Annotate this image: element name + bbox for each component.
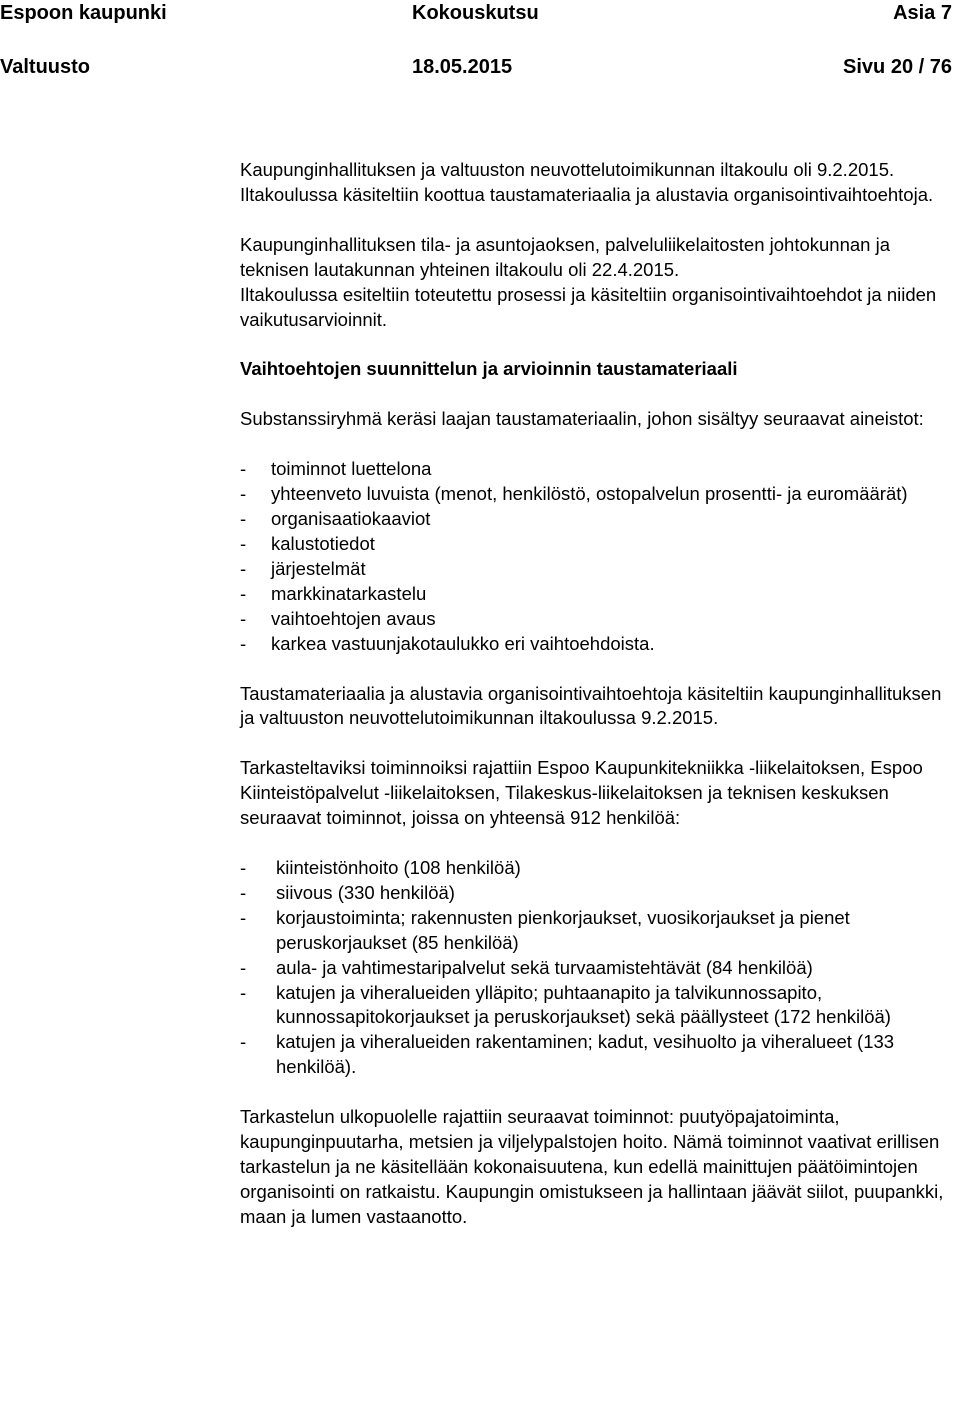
header-org: Espoon kaupunki <box>0 2 167 24</box>
paragraph-materials-discussed: Taustamateriaalia ja alustavia organisointivaihtoehtoja käsiteltiin kaupunginhallituksen ja valtuuston neuvottelutoimikunnan iltakoulussa 9.2.2015. <box>240 682 942 729</box>
list-item: - kalustotiedot <box>240 532 955 557</box>
header-page: Sivu 20 / 76 <box>843 56 952 78</box>
header-body: Valtuusto <box>0 56 91 78</box>
list-item: - kiinteistönhoito (108 henkilöä) <box>240 856 955 881</box>
list-item: - järjestelmät <box>240 557 955 582</box>
header-item: Asia 7 <box>893 2 952 24</box>
list-item: - toiminnot luettelona <box>240 457 955 482</box>
list-item: - aula- ja vahtimestaripalvelut sekä turvaamistehtävät (84 henkilöä) <box>240 956 955 981</box>
list-item: - karkea vastuunjakotaulukko eri vaihtoehdoista. <box>240 632 955 657</box>
list-item: - korjaustoiminta; rakennusten pienkorjaukset, vuosikorjaukset ja pienet peruskorjaukset (85 henkilöä) <box>240 906 955 956</box>
list-item: - yhteenveto luvuista (menot, henkilöstö, ostopalvelun prosentti- ja euromäärät) <box>240 482 955 507</box>
header-row-1 <box>0 1 952 25</box>
list-item: - vaihtoehtojen avaus <box>240 607 955 632</box>
functions-list <box>240 856 955 1080</box>
paragraph-excluded: Tarkastelun ulkopuolelle rajattiin seuraavat toiminnot: puutyöpajatoiminta, kaupunginpuutarha, metsien ja viljelypalstojen hoito. Nämä toiminnot vaativat erillisen tarkastelun ja ne käsitellään kokonaisuutena, kun edellä mainittujen päätöimintojen organisointi on ratkaistu. Kaupungin omistukseen ja hallintaan jäävät siilot, puupankki, maan ja lumen vastaanotto. <box>240 1106 944 1227</box>
paragraph-scope: Tarkasteltaviksi toiminnoiksi rajattiin Espoo Kaupunkitekniikka -liikelaitoksen, Espoo Kiinteistöpalvelut -liikelaitoksen, Tilakeskus-liikelaitoksen ja teknisen keskuksen seuraavat toiminnot, joissa on yhteensä 912 henkilöä: <box>240 757 923 829</box>
paragraph-materials-intro: Substanssiryhmä keräsi laajan taustamateriaalin, johon sisältyy seuraavat aineistot: <box>240 408 924 430</box>
document-body <box>240 158 955 1255</box>
paragraph-evening-school-1: Kaupunginhallituksen ja valtuuston neuvottelutoimikunnan iltakoulu oli 9.2.2015. Iltakoulussa käsiteltiin koottua taustamateriaalia ja alustavia organisointivaihtoehtoja. <box>240 159 934 205</box>
header-date: 18.05.2015 <box>412 56 513 78</box>
list-item: - markkinatarkastelu <box>240 582 955 607</box>
section-heading: Vaihtoehtojen suunnittelun ja arvioinnin taustamateriaali <box>240 358 738 380</box>
list-item: - katujen ja viheralueiden rakentaminen; kadut, vesihuolto ja viheralueet (133 henkilöä). <box>240 1030 955 1080</box>
header-doc-type: Kokouskutsu <box>412 2 539 24</box>
materials-list <box>240 457 955 656</box>
paragraph-evening-school-2a: Kaupunginhallituksen tila- ja asuntojaoksen, palveluliikelaitosten johtokunnan ja teknisen lautakunnan yhteinen iltakoulu oli 22.4.2015. <box>240 233 890 280</box>
header-row-2 <box>0 55 952 79</box>
paragraph-evening-school-2b: Iltakoulussa esiteltiin toteutettu prosessi ja käsiteltiin organisointivaihtoehdot ja niiden vaikutusarvioinnit. <box>240 283 937 330</box>
list-item: - katujen ja viheralueiden ylläpito; puhtaanapito ja talvikunnossapito, kunnossapitokorjaukset ja peruskorjaukset) sekä päällysteet (172 henkilöä) <box>240 981 955 1031</box>
list-item: - siivous (330 henkilöä) <box>240 881 955 906</box>
list-item: - organisaatiokaaviot <box>240 507 955 532</box>
